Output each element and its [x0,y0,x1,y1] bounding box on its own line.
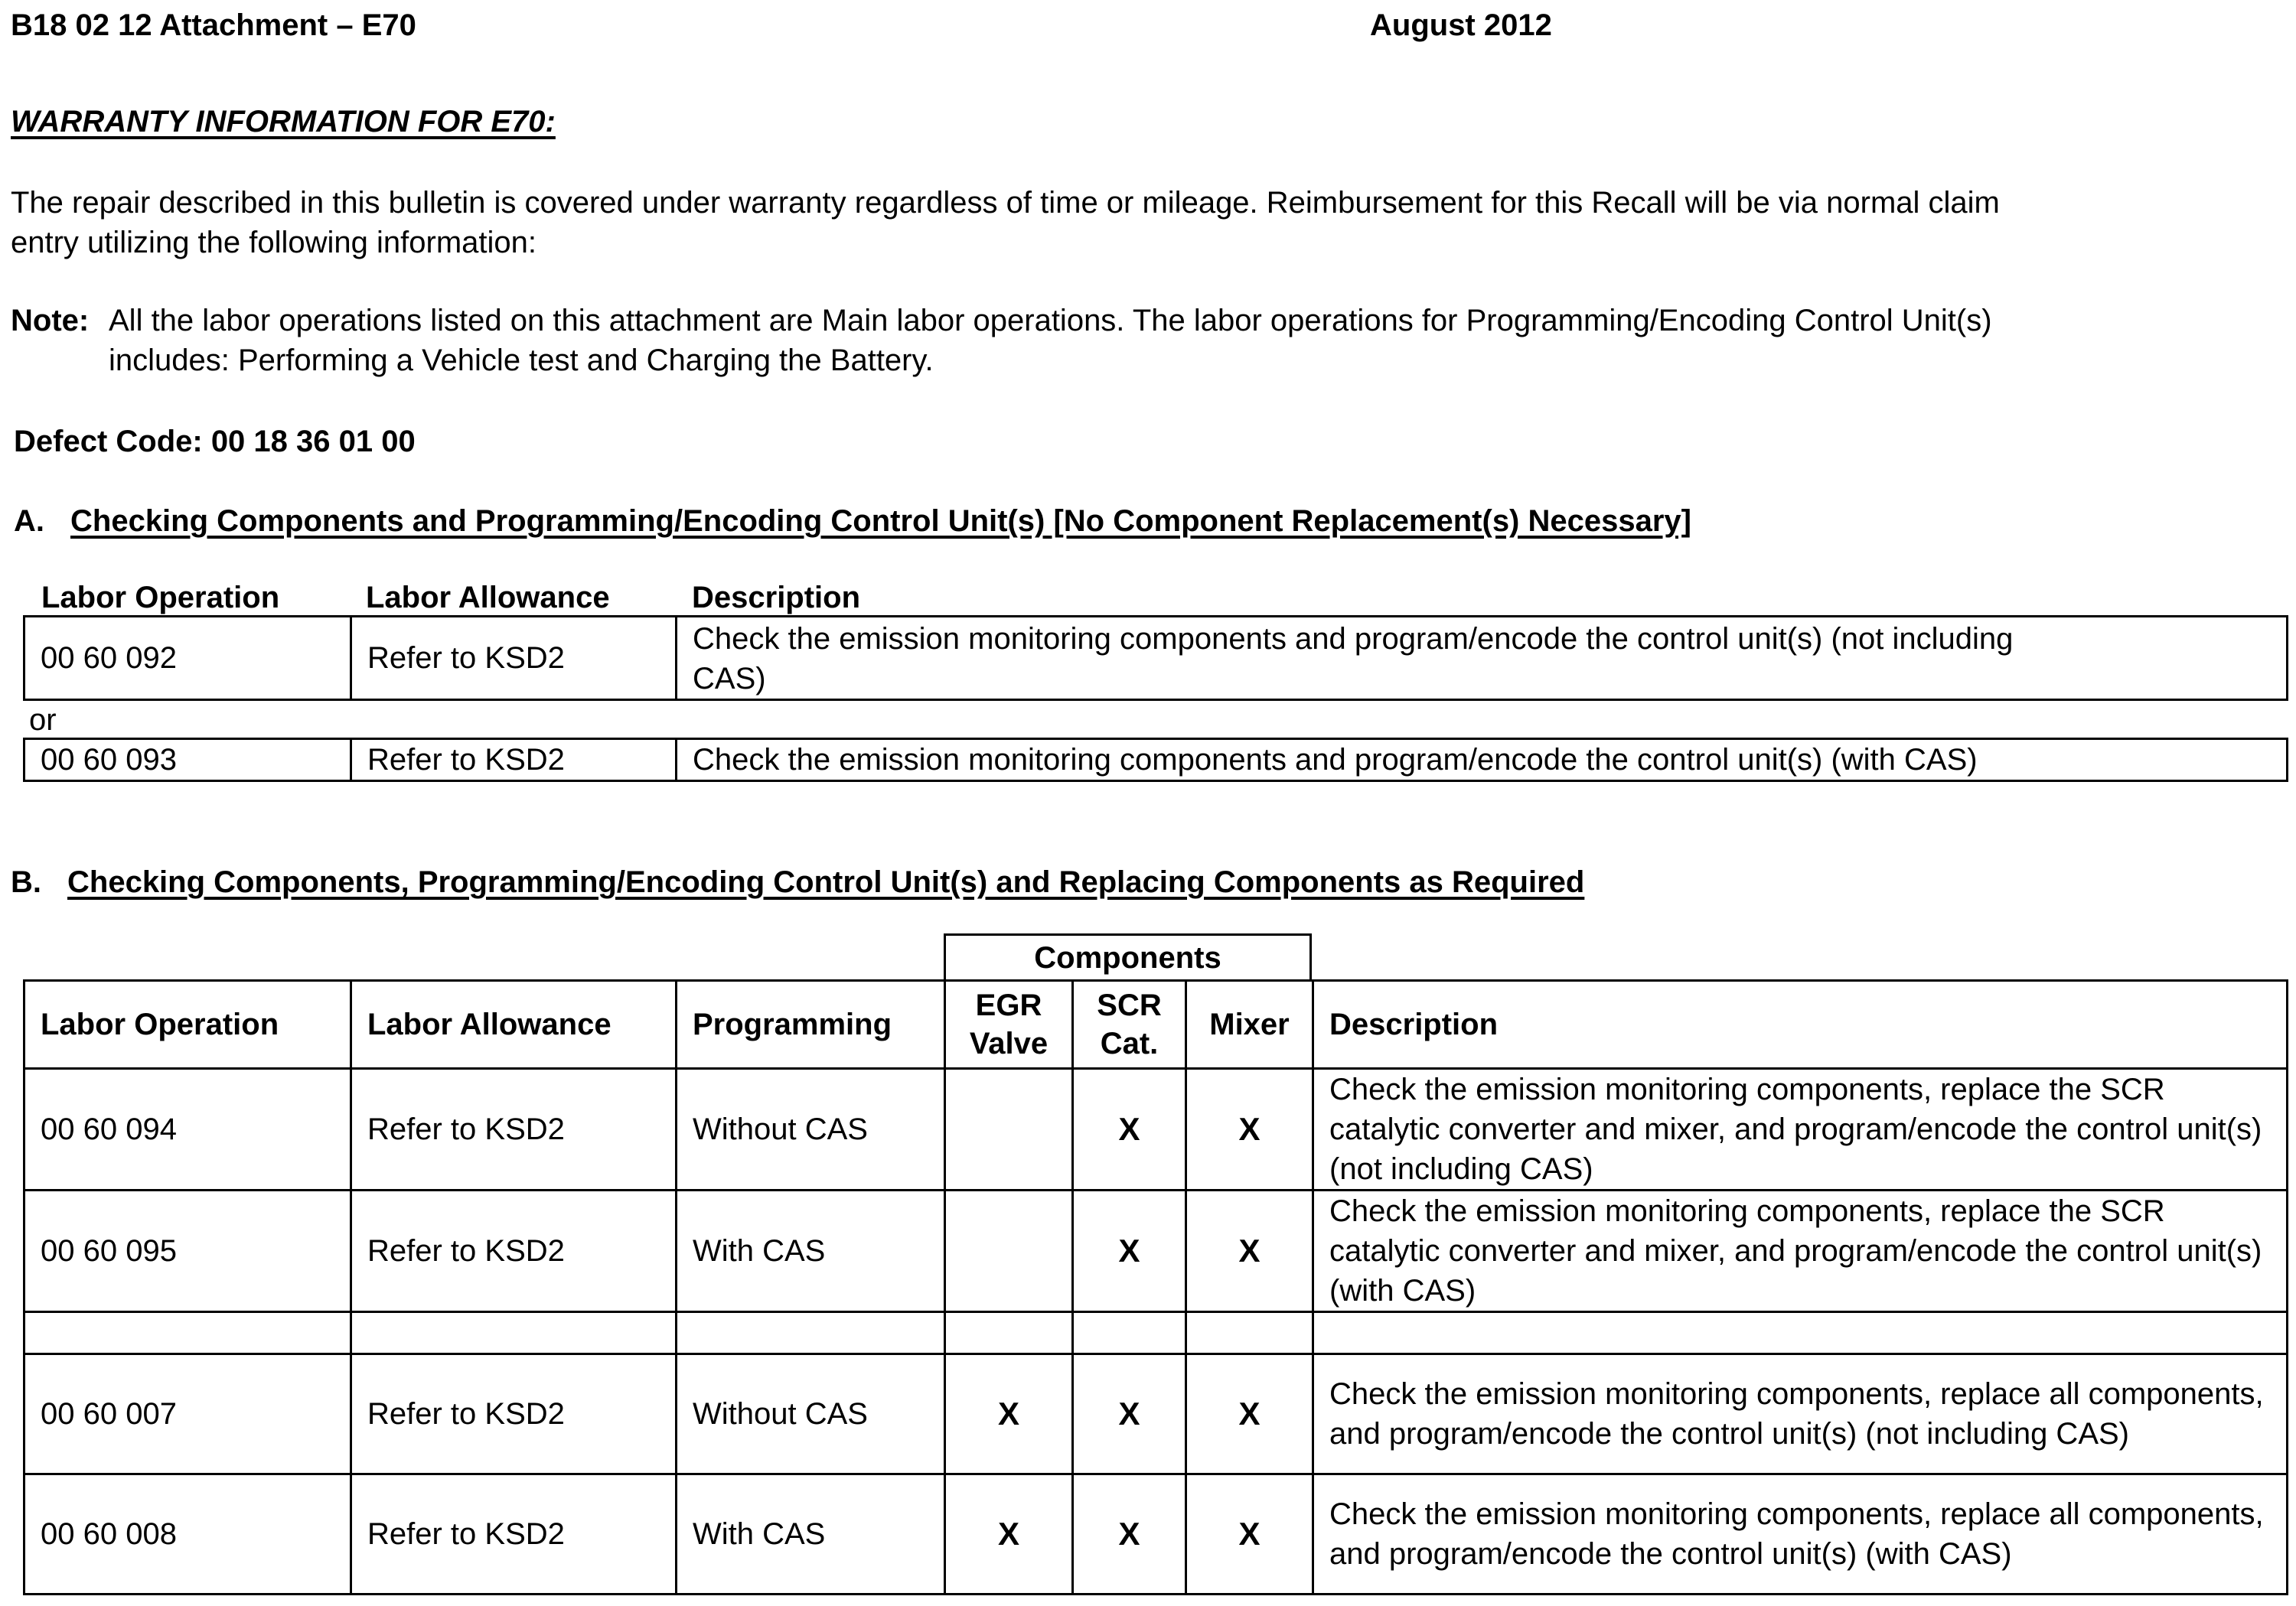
scr-cat-mark: X [1073,1474,1186,1595]
description-line-2: CAS) [693,662,766,695]
or-separator: or [29,703,57,737]
labor-operation: 00 60 092 [24,617,351,700]
description [677,617,2288,700]
section-a-letter: A. [14,504,44,538]
bulletin-number: B18 02 12 Attachment – E70 [11,8,416,42]
table-a-header-description: Description [692,581,861,614]
egr-valve-mark [945,1191,1073,1312]
labor-allowance: Refer to KSD2 [351,1191,677,1312]
table-a-header-op: Labor Operation [41,581,280,614]
scr-cat-mark: X [1073,1069,1186,1191]
labor-operation [24,1312,351,1354]
table-b [23,979,2288,1595]
labor-operation: 00 60 007 [24,1354,351,1474]
mixer-mark: X [1186,1069,1313,1191]
header-labor-operation: Labor Operation [24,981,351,1069]
table-a-row-2 [23,738,2288,782]
header-egr-line-1: EGR [975,989,1042,1022]
section-b-title: Checking Components, Programming/Encoding Control Unit(s) and Replacing Components as Required [67,865,1585,899]
description: Check the emission monitoring components, replace all components, and program/encode the control unit(s) (with CAS) [1313,1474,2288,1595]
egr-valve-mark [945,1069,1073,1191]
header-scr-line-2: Cat. [1100,1027,1159,1060]
labor-operation: 00 60 094 [24,1069,351,1191]
programming [677,1312,945,1354]
labor-allowance: Refer to KSD2 [351,739,677,781]
description-line-1: Check the emission monitoring components and program/encode the control unit(s) (not including [693,622,2014,656]
section-b-letter: B. [11,865,41,899]
warranty-heading: WARRANTY INFORMATION FOR E70: [11,105,556,138]
description: Check the emission monitoring components and program/encode the control unit(s) (with CAS) [677,739,2288,781]
intro-line-1: The repair described in this bulletin is covered under warranty regardless of time or mileage. Reimbursement for this Recall will be via normal claim [11,186,2000,220]
table-row-empty [24,1312,2288,1354]
section-a-title: Checking Components and Programming/Encoding Control Unit(s) [No Component Replacement(s) Necessary] [70,504,1691,538]
scr-cat-mark [1073,1312,1186,1354]
components-group-header: Components [944,933,1312,979]
note-label: Note: [11,304,90,337]
description: Check the emission monitoring components, replace the SCR catalytic converter and mixer, and program/encode the control unit(s) (not including CAS) [1313,1069,2288,1191]
mixer-mark: X [1186,1191,1313,1312]
egr-valve-mark: X [945,1354,1073,1474]
egr-valve-mark: X [945,1474,1073,1595]
table-row [24,739,2288,781]
programming: Without CAS [677,1354,945,1474]
description: Check the emission monitoring components, replace all components, and program/encode the control unit(s) (not including CAS) [1313,1354,2288,1474]
labor-operation: 00 60 095 [24,1191,351,1312]
labor-operation: 00 60 093 [24,739,351,781]
labor-allowance: Refer to KSD2 [351,1474,677,1595]
table-row [24,1191,2288,1312]
header-mixer: Mixer [1186,981,1313,1069]
intro-line-2: entry utilizing the following information: [11,226,537,259]
mixer-mark: X [1186,1474,1313,1595]
defect-code: Defect Code: 00 18 36 01 00 [14,425,416,458]
bulletin-date: August 2012 [1370,8,1552,42]
labor-allowance [351,1312,677,1354]
header-scr-line-1: SCR [1097,989,1162,1022]
header-scr-cat [1073,981,1186,1069]
mixer-mark: X [1186,1354,1313,1474]
programming: With CAS [677,1191,945,1312]
table-row [24,1069,2288,1191]
labor-allowance: Refer to KSD2 [351,1069,677,1191]
mixer-mark [1186,1312,1313,1354]
table-row [24,617,2288,700]
table-b-header-row [24,981,2288,1069]
header-description: Description [1313,981,2288,1069]
programming: Without CAS [677,1069,945,1191]
scr-cat-mark: X [1073,1191,1186,1312]
scr-cat-mark: X [1073,1354,1186,1474]
labor-operation: 00 60 008 [24,1474,351,1595]
description: Check the emission monitoring components, replace the SCR catalytic converter and mixer, and program/encode the control unit(s) (with CAS) [1313,1191,2288,1312]
table-row [24,1474,2288,1595]
header-programming: Programming [677,981,945,1069]
egr-valve-mark [945,1312,1073,1354]
labor-allowance: Refer to KSD2 [351,617,677,700]
header-egr-line-2: Valve [969,1027,1049,1060]
note-line-1: All the labor operations listed on this attachment are Main labor operations. The labor operations for Programming/Encoding Control Unit(s) [109,304,1992,337]
table-a-header-allowance: Labor Allowance [366,581,610,614]
note-line-2: includes: Performing a Vehicle test and Charging the Battery. [109,344,934,377]
header-labor-allowance: Labor Allowance [351,981,677,1069]
table-a-row-1 [23,615,2288,701]
description [1313,1312,2288,1354]
table-row [24,1354,2288,1474]
header-egr-valve [945,981,1073,1069]
labor-allowance: Refer to KSD2 [351,1354,677,1474]
programming: With CAS [677,1474,945,1595]
